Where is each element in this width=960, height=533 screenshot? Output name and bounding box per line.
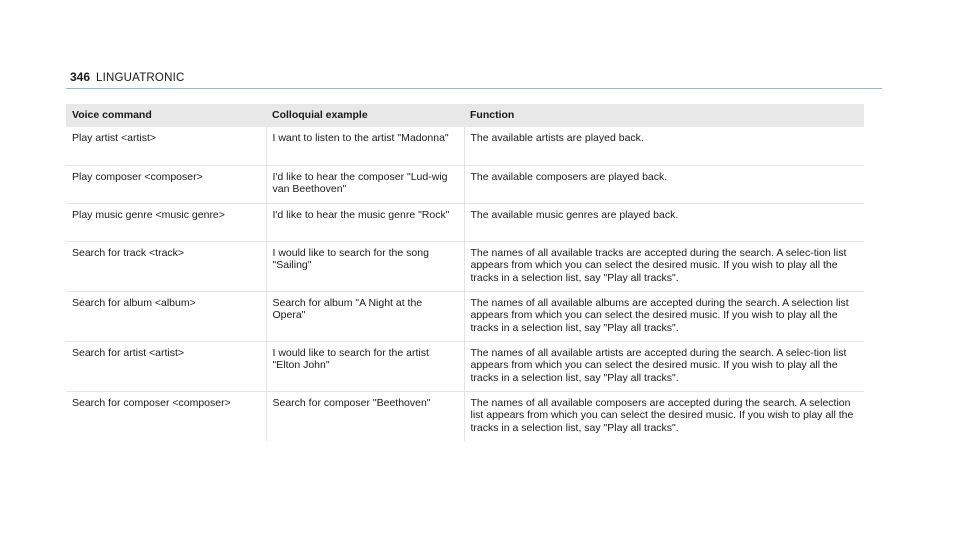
table-row <box>66 341 864 391</box>
example-cell: I'd like to hear the composer "Lud-wig van Beethoven" <box>266 165 464 203</box>
table-row <box>66 165 864 203</box>
function-cell: The available composers are played back. <box>464 165 864 203</box>
page-header <box>70 70 184 84</box>
example-cell: I'd like to hear the music genre "Rock" <box>266 203 464 241</box>
command-cell: Play artist <artist> <box>72 132 157 144</box>
command-cell: Play music genre <music genre> <box>66 203 266 241</box>
table-row <box>66 241 864 291</box>
command-cell: Search for artist <artist> <box>66 341 266 391</box>
function-cell: The names of all available composers are accepted during the search. A selection list appears from which you can select the desired music. If you wish to play all the tracks in a selection list, say "Play all tracks". <box>464 391 864 441</box>
header-divider <box>66 88 882 89</box>
table-row <box>66 127 864 165</box>
example-cell: I would like to search for the song "Sailing" <box>266 241 464 291</box>
example-cell: Search for album "A Night at the Opera" <box>266 291 464 341</box>
example-cell: I want to listen to the artist "Madonna" <box>266 127 464 165</box>
table-row <box>66 391 864 441</box>
command-cell: Search for composer <composer> <box>66 391 266 441</box>
function-cell: The names of all available albums are accepted during the search. A selection list appears from which you can select the desired music. If you wish to play all the tracks in a selection list, say "Play all tracks". <box>464 291 864 341</box>
voice-command-table <box>66 104 864 441</box>
table-row <box>66 203 864 241</box>
table-row <box>66 291 864 341</box>
section-title: LINGUATRONIC <box>96 72 185 84</box>
command-cell: Search for album <album> <box>66 291 266 341</box>
function-cell: The available artists are played back. <box>464 127 864 165</box>
command-cell: Play composer <composer> <box>66 165 266 203</box>
example-cell: Search for composer "Beethoven" <box>266 391 464 441</box>
table-header-row <box>66 104 864 127</box>
example-cell: I would like to search for the artist "Elton John" <box>266 341 464 391</box>
function-cell: The available music genres are played back. <box>464 203 864 241</box>
function-cell: The names of all available tracks are accepted during the search. A selec-tion list appears from which you can select the desired music. If you wish to play all the tracks in a selection list, say "Play all tracks". <box>464 241 864 291</box>
column-header-function: Function <box>464 104 864 127</box>
column-header-voice-command: Voice command <box>66 104 266 127</box>
column-header-colloquial-example: Colloquial example <box>266 104 464 127</box>
command-cell: Search for track <track> <box>66 241 266 291</box>
function-cell: The names of all available artists are accepted during the search. A selec-tion list appears from which you can select the desired music. If you wish to play all the tracks in a selection list, say "Play all tracks". <box>464 341 864 391</box>
page-number: 346 <box>70 70 91 84</box>
